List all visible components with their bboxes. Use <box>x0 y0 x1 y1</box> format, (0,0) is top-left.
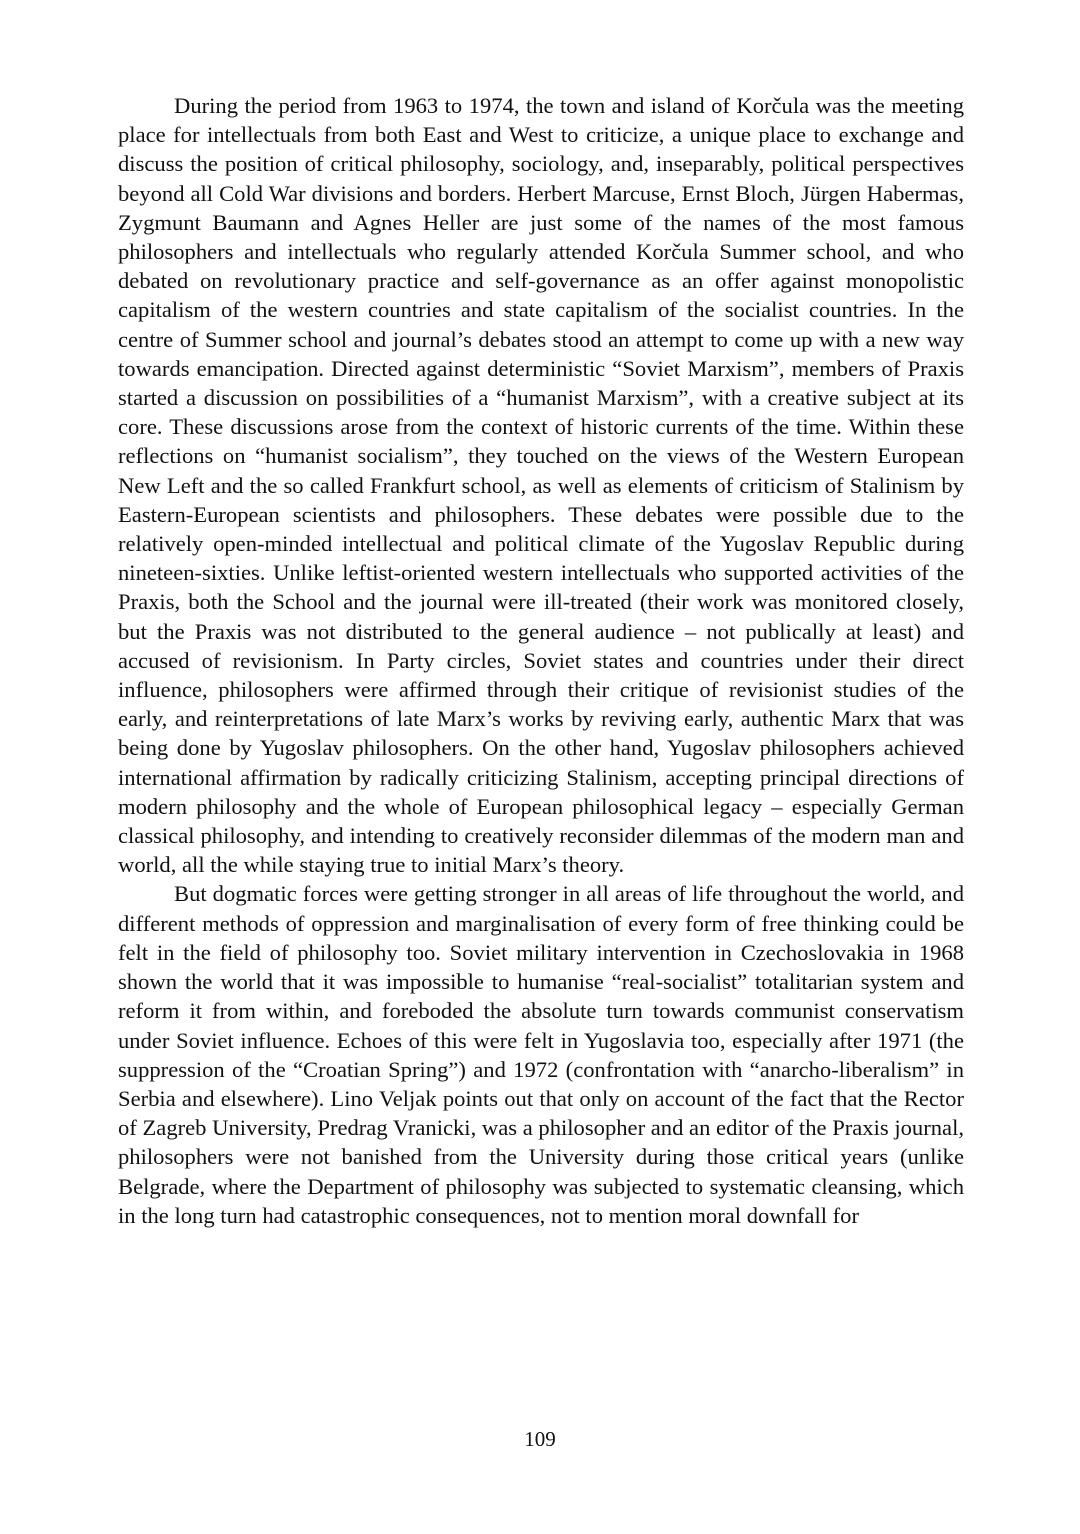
body-text <box>118 91 964 1230</box>
page-number: 109 <box>524 1427 556 1451</box>
paragraph-korcula-summer-school: During the period from 1963 to 1974, the town and island of Korčula was the meeting place for intellectuals from both East and West to criticize, a unique place to exchange and discuss the position of critical philosophy, sociology, and, inseparably, political perspectives beyond all Cold War divisions and borders. Herbert Marcuse, Ernst Bloch, Jürgen Habermas, Zygmunt Baumann and Agnes Heller are just some of the names of the most famous philosophers and intellectuals who regularly attended Korčula Summer school, and who debated on revolutionary practice and self-governance as an offer against monopolistic capitalism of the western countries and state capitalism of the socialist countries. In the centre of Summer school and journal’s debates stood an attempt to come up with a new way towards emancipation. Directed against deterministic “Soviet Marxism”, members of Praxis started a discussion on possibilities of a “humanist Marxism”, with a creative subject at its core. These discussions arose from the context of historic currents of the time. Within these reflections on “humanist socialism”, they touched on the views of the Western European New Left and the so called Frankfurt school, as well as elements of criticism of Stalinism by Eastern-European scientists and philosophers. These debates were possible due to the relatively open-minded intellectual and political climate of the Yugoslav Republic during nineteen-sixties. Unlike leftist-oriented western intellectuals who supported activities of the Praxis, both the School and the journal were ill-treated (their work was monitored closely, but the Praxis was not distributed to the general audience – not publically at least) and accused of revisionism. In Party circles, Soviet states and countries under their direct influence, philosophers were affirmed through their critique of revisionist studies of the early, and reinterpretations of late Marx’s works by reviving early, authentic Marx that was being done by Yugoslav philosophers. On the other hand, Yugoslav philosophers achieved international affirmation by radically criticizing Stalinism, accepting principal directions of modern philosophy and the whole of European philosophical legacy – especially German classical philosophy, and intending to creatively reconsider dilemmas of the modern man and world, all the while staying true to initial Marx’s theory. <box>118 93 964 878</box>
paragraph-dogmatic-forces: But dogmatic forces were getting stronger in all areas of life throughout the world, and different methods of oppression and marginalisation of every form of free thinking could be felt in the field of philosophy too. Soviet military intervention in Czechoslovakia in 1968 shown the world that it was impossible to humanise “real-socialist” totalitarian system and reform it from within, and foreboded the absolute turn towards communist conservatism under Soviet influence. Echoes of this were felt in Yugoslavia too, especially after 1971 (the suppression of the “Croatian Spring”) and 1972 (confrontation with “anarcho-liberalism” in Serbia and elsewhere). Lino Veljak points out that only on account of the fact that the Rector of Zagreb University, Predrag Vranicki, was a philosopher and an editor of the Praxis journal, philosophers were not banished from the University during those critical years (unlike Belgrade, where the Department of philosophy was subjected to systematic cleansing, which in the long turn had catastrophic consequences, not to mention moral downfall for <box>118 881 964 1228</box>
